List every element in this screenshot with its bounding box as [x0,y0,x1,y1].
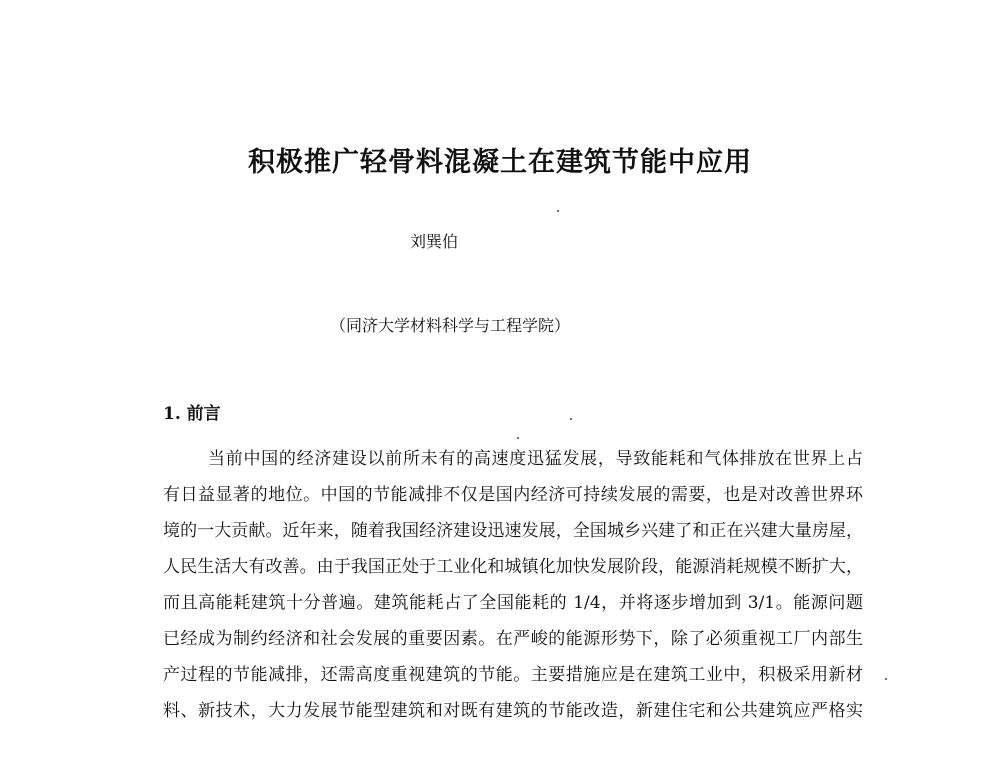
paper-affiliation: （同济大学材料科学与工程学院） [330,316,571,335]
scan-speck [570,418,572,420]
body-line: 料、新技术，大力发展节能型建筑和对既有建筑的节能改造，新建住宅和公共建筑应严格实 [163,701,863,721]
body-paragraph [163,441,863,729]
body-line: 有日益显著的地位。中国的节能减排不仅是国内经济可持续发展的需要，也是对改善世界环 [163,485,863,505]
section-heading: 1. 前言 [163,404,221,424]
paper-title: 积极推广轻骨料混凝土在建筑节能中应用 [248,147,752,178]
body-line: 当前中国的经济建设以前所未有的高速度迅猛发展，导致能耗和气体排放在世界上占 [208,449,863,469]
body-line: 产过程的节能减排，还需高度重视建筑的节能。主要措施应是在建筑工业中，积极采用新材 [163,665,863,685]
paper-author: 刘巽伯 [410,232,459,251]
scan-speck [557,210,559,212]
body-line: 境的一大贡献。近年来，随着我国经济建设迅速发展，全国城乡兴建了和正在兴建大量房屋， [163,521,863,541]
scan-speck [885,678,887,680]
scan-speck [517,437,519,439]
body-line: 而且高能耗建筑十分普遍。建筑能耗占了全国能耗的 1/4，并将逐步增加到 3/1。能源问题 [163,593,863,613]
body-line: 已经成为制约经济和社会发展的重要因素。在严峻的能源形势下，除了必须重视工厂内部生 [163,629,863,649]
body-line: 人民生活大有改善。由于我国正处于工业化和城镇化加快发展阶段，能源消耗规模不断扩大， [163,557,863,577]
